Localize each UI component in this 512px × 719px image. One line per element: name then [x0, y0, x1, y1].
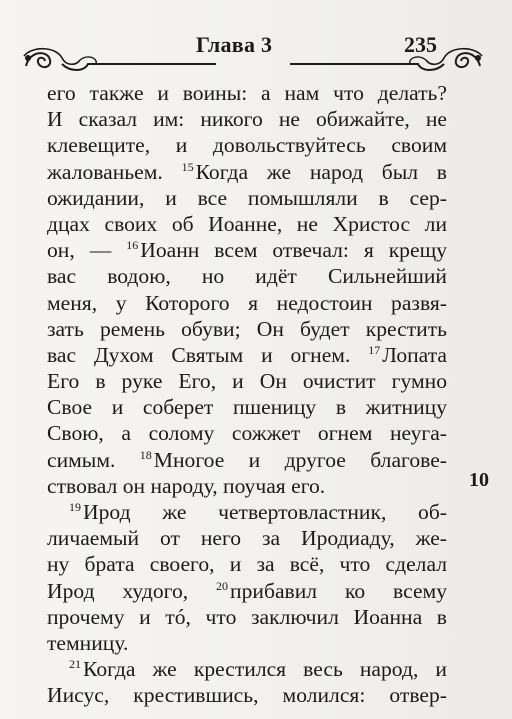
text-line	[47, 290, 447, 316]
verse-text: прибавил ко всему	[230, 578, 447, 603]
text-line	[47, 185, 447, 211]
text-line	[47, 578, 447, 604]
ornament-left-icon	[18, 44, 218, 74]
text-line	[47, 420, 447, 446]
verse-text: Свою, а солому сожжет огнем неуга-	[47, 421, 447, 446]
verse-text: жалованьем.	[47, 159, 182, 184]
text-line	[47, 499, 447, 525]
verse-text: он, —	[47, 238, 127, 263]
verse-text: ствовал он народу, поучая его.	[47, 473, 326, 498]
verse-text: клевещите, и довольствуйтесь своим	[47, 133, 447, 158]
text-line	[47, 604, 447, 630]
verse-text: его также и воины: а нам что делать?	[47, 81, 447, 105]
verse-text: вас Духом Святым и огнем.	[47, 342, 369, 367]
scripture-text	[47, 80, 447, 709]
verse-text: меня, у Которого я недостоин развя-	[47, 290, 447, 315]
verse-number: 19	[69, 500, 81, 514]
ornament-right-icon	[288, 44, 488, 74]
verse-text: прочему и тó, что заключил Иоанна в	[47, 604, 447, 629]
text-line	[47, 394, 447, 420]
text-line	[47, 159, 447, 185]
verse-text: Иоанн всем отвечал: я крещу	[140, 238, 447, 263]
verse-text: ну брата своего, и за всё, что сделал	[47, 552, 447, 577]
verse-text: Многое и другое благове-	[153, 447, 447, 472]
text-line	[47, 630, 447, 656]
text-line	[47, 80, 447, 106]
text-line	[47, 316, 447, 342]
text-line	[47, 682, 447, 708]
running-header	[18, 28, 488, 76]
verse-text: темницу.	[47, 630, 129, 655]
verse-number: 20	[216, 578, 229, 593]
text-line	[47, 525, 447, 551]
text-line	[47, 263, 447, 289]
text-line	[47, 106, 447, 132]
verse-text: Его в руке Его, и Он очистит гумно	[47, 369, 447, 394]
verse-text: Лопата	[382, 342, 447, 367]
verse-text: личаемый от него за Иродиаду, же-	[47, 526, 447, 551]
verse-number: 17	[368, 342, 381, 357]
verse-text: Свое и соберет пшеницу в житницу	[47, 395, 447, 420]
page-number: 235	[404, 32, 437, 57]
margin-verse-marker: 10	[469, 469, 489, 491]
verse-number: 16	[126, 238, 139, 253]
verse-text: Когда же крестился весь народ, и	[83, 657, 447, 682]
text-line	[47, 342, 447, 368]
verse-text: Когда же народ был в	[195, 159, 448, 184]
verse-text: дцах своих об Иоанне, не Христос ли	[47, 211, 447, 236]
verse-text: вас водою, но идёт Сильнейший	[47, 264, 447, 289]
text-line	[47, 473, 447, 499]
verse-text: Ирод худого,	[47, 578, 217, 603]
verse-number: 18	[139, 447, 152, 462]
text-line	[47, 368, 447, 394]
text-line	[47, 447, 447, 473]
text-line	[47, 211, 447, 237]
verse-number: 15	[181, 159, 194, 174]
text-line	[47, 237, 447, 263]
text-line	[47, 132, 447, 158]
text-line	[47, 656, 447, 682]
verse-text: зать ремень обуви; Он будет крестить	[47, 316, 447, 341]
verse-text: И сказал им: никого не обижайте, не	[47, 107, 447, 132]
verse-text: симым.	[47, 447, 140, 472]
verse-number: 21	[69, 657, 81, 672]
verse-text: Ирод же четвертовластник, об-	[83, 500, 447, 524]
text-line	[47, 551, 447, 577]
verse-text: Иисус, крестившись, молился: отвер-	[47, 683, 447, 708]
chapter-title: Глава 3	[196, 32, 273, 57]
verse-text: ожидании, и все помышляли в сер-	[47, 185, 447, 210]
